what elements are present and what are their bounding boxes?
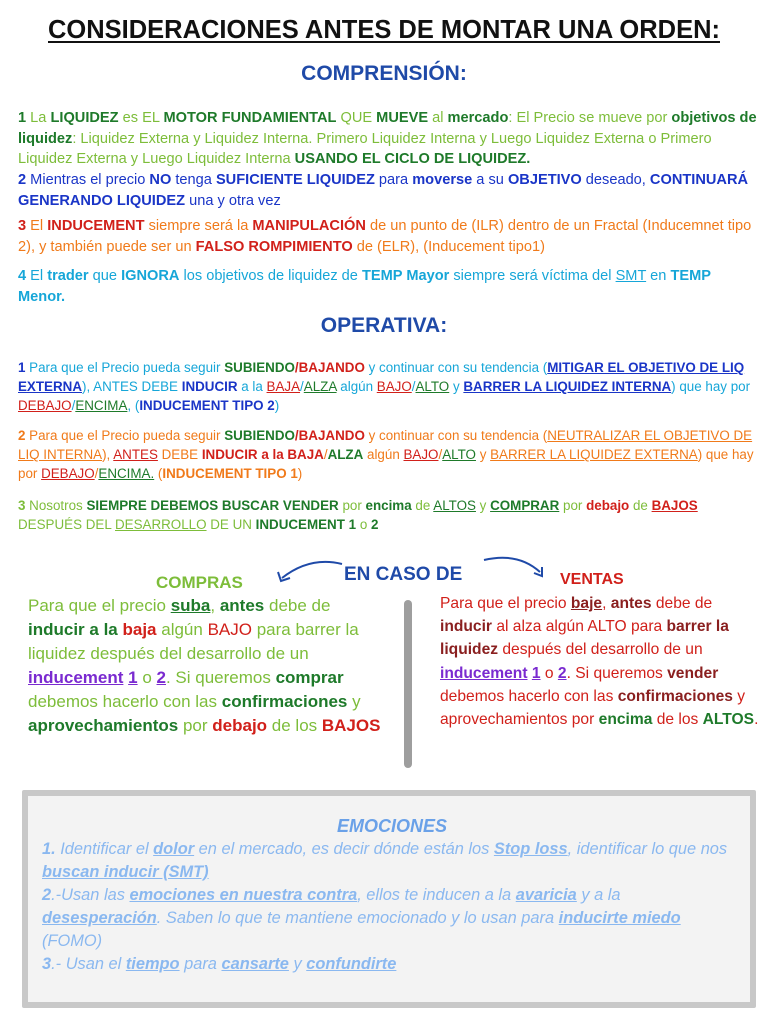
comprension-heading: COMPRENSIÓN: xyxy=(301,62,467,85)
comprension-point-4: 4 El trader que IGNORA los objetivos de liquidez de TEMP Mayor siempre será víctima del SMT en TEMP Menor. xyxy=(18,268,711,305)
operativa-heading: OPERATIVA: xyxy=(320,314,448,337)
operativa-point-2: 2 Para que el Precio pueda seguir SUBIENDO/BAJANDO y continuar con su tendencia (NEUTRALIZAR EL OBJETIVO DE LIQ INTERNA), ANTES DEBE INDUCIR a la BAJA/ALZA algún BAJO/ALTO y BARRER LA LIQUIDEZ EXTERNA) que hay por DEBAJO/ENCIMA. (INDUCEMENT TIPO 1) xyxy=(18,428,754,481)
page-title: CONSIDERACIONES ANTES DE MONTAR UNA ORDEN: xyxy=(48,16,720,44)
en-caso-de-label: EN CASO DE xyxy=(344,564,463,585)
arrow-right-icon xyxy=(478,552,558,582)
emociones-line-1: 1. Identificar el dolor en el mercado, es decir dónde están los Stop loss, identificar lo que nos buscan inducir (SMT) xyxy=(42,840,728,881)
column-divider xyxy=(404,600,412,768)
compras-label: COMPRAS xyxy=(156,573,243,592)
comprension-point-1: 1 La LIQUIDEZ es EL MOTOR FUNDAMIENTAL QUE MUEVE al mercado: El Precio se mueve por objetivos de liquidez: Liquidez Externa y Liquidez Interna. Primero Liquidez Interna y Luego Liquidez Externa o Primero Liquidez Externa y Luego Liquidez Interna USANDO EL CICLO DE LIQUIDEZ. xyxy=(18,110,757,167)
operativa-point-1: 1 Para que el Precio pueda seguir SUBIENDO/BAJANDO y continuar con su tendencia (MITIGAR EL OBJETIVO DE LIQ EXTERNA), ANTES DEBE INDUCIR a la BAJA/ALZA algún BAJO/ALTO y BARRER LA LIQUIDEZ INTERNA) que hay por DEBAJO/ENCIMA, (INDUCEMENT TIPO 2) xyxy=(18,360,751,413)
emociones-title: EMOCIONES xyxy=(336,816,447,836)
comprension-point-3: 3 El INDUCEMENT siempre será la MANIPULACIÓN de un punto de (ILR) dentro de un Fractal (Inducemnet tipo 2), y también puede ser un FALSO ROMPIMIENTO de (ELR), (Inducement tipo1) xyxy=(18,218,752,255)
operativa-point-3: 3 Nosotros SIEMPRE DEBEMOS BUSCAR VENDER por encima de ALTOS y COMPRAR por debajo de BAJOS DESPUÉS DEL DESARROLLO DE UN INDUCEMENT 1 o 2 xyxy=(18,498,698,532)
comprension-point-2: 2 Mientras el precio NO tenga SUFICIENTE LIQUIDEZ para moverse a su OBJETIVO deseado, CONTINUARÁ GENERANDO LIQUIDEZ una y otra vez xyxy=(18,172,749,209)
emociones-line-2: 2.-Usan las emociones en nuestra contra, ellos te inducen a la avaricia y a la desesperación. Saben lo que te mantiene emocionado y lo usan para inducirte miedo (FOMO) xyxy=(42,886,681,950)
arrow-left-icon xyxy=(270,556,350,586)
ventas-text: Para que el precio baje, antes debe de inducir al alza algún ALTO para barrer la liquidez después del desarrollo de un inducement 1 o 2. Si queremos vender debemos hacerlo con las confirmaciones y aprovechamientos por encima de los ALTOS. xyxy=(440,595,759,729)
compras-text: Para que el precio suba, antes debe de inducir a la baja algún BAJO para barrer la liquidez después del desarrollo de un inducement 1 o 2. Si queremos comprar debemos hacerlo con las confirmaciones y aprovechamientos por debajo de los BAJOS xyxy=(28,596,381,735)
emociones-line-3: 3.- Usan el tiempo para cansarte y confundirte xyxy=(42,955,397,973)
emociones-text xyxy=(42,815,742,976)
ventas-label: VENTAS xyxy=(560,571,624,588)
